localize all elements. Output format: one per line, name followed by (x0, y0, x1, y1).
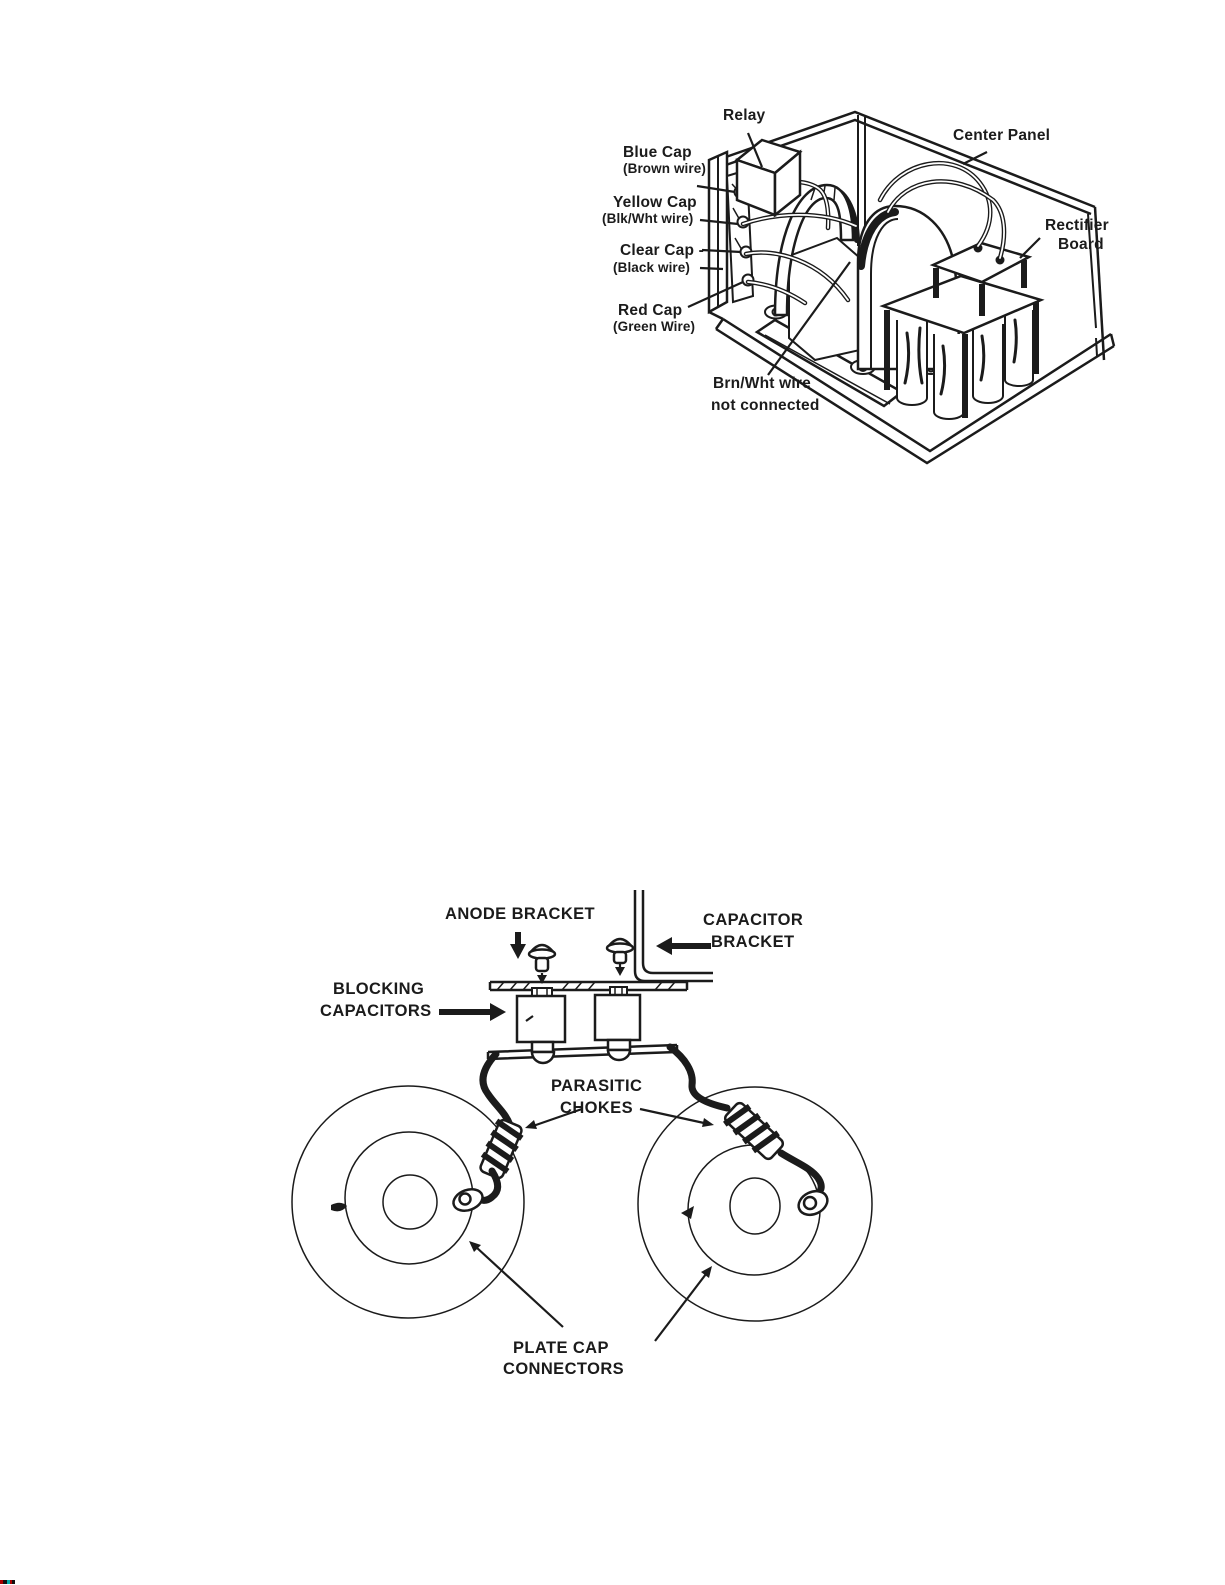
label-chokes: CHOKES (560, 1099, 633, 1117)
blocking-capacitor-right (595, 987, 640, 1060)
label-brnwht-wire: Brn/Wht wire (713, 375, 811, 392)
tubes-illustration (265, 875, 925, 1400)
label-board: Board (1058, 236, 1104, 253)
plate-lead-left (450, 1054, 525, 1215)
filter-capacitor (897, 320, 927, 405)
parasitic-choke-left (476, 1117, 525, 1180)
label-capacitors: CAPACITORS (320, 1002, 432, 1020)
label-bracket: BRACKET (711, 933, 795, 951)
filter-capacitor (934, 334, 964, 419)
blocking-capacitors-arrow (439, 1003, 506, 1021)
label-blocking: BLOCKING (333, 980, 425, 998)
scan-artifact (0, 1580, 15, 1584)
filter-capacitor (973, 324, 1003, 403)
left-wall (709, 152, 727, 312)
label-not-connected: not connected (711, 397, 820, 414)
label-connectors: CONNECTORS (503, 1360, 625, 1378)
plate-cap-arrows (469, 1241, 712, 1341)
label-brown-wire: (Brown wire) (623, 161, 706, 176)
plate-lead-right (670, 1047, 831, 1219)
label-relay: Relay (723, 107, 766, 124)
capacitor-platform (883, 276, 1041, 419)
anode-bracket-arrow (510, 932, 526, 959)
label-blkwht-wire: (Blk/Wht wire) (602, 211, 694, 226)
label-yellow-cap: Yellow Cap (613, 194, 697, 211)
chassis-figure (575, 88, 1135, 488)
label-capacitor: CAPACITOR (703, 911, 804, 929)
label-anode-bracket: ANODE BRACKET (445, 905, 596, 923)
label-plate-cap: PLATE CAP (513, 1339, 609, 1357)
lower-plate (488, 1045, 677, 1059)
parasitic-choke-right (721, 1099, 787, 1163)
label-black-wire: (Black wire) (613, 260, 690, 275)
transformer (775, 185, 959, 369)
relay-box (737, 140, 800, 215)
filter-capacitor (1005, 310, 1033, 386)
screw-right (607, 939, 633, 976)
label-rectifier: Rectifier (1045, 217, 1109, 234)
black-wire-leader (700, 268, 723, 269)
screw-left (529, 945, 555, 984)
tubes-figure (265, 875, 925, 1400)
label-green-wire: (Green Wire) (613, 319, 696, 334)
anode-bracket-plate (490, 982, 687, 990)
capacitor-bracket-arrow (656, 937, 711, 955)
label-red-cap: Red Cap (618, 302, 683, 319)
label-center-panel: Center Panel (953, 127, 1051, 144)
label-clear-cap: Clear Cap - (620, 242, 705, 259)
label-blue-cap: Blue Cap (623, 144, 692, 161)
rectifier-leader (1020, 238, 1040, 258)
capacitor-bracket (635, 890, 713, 981)
label-parasitic: PARASITIC (551, 1077, 643, 1095)
